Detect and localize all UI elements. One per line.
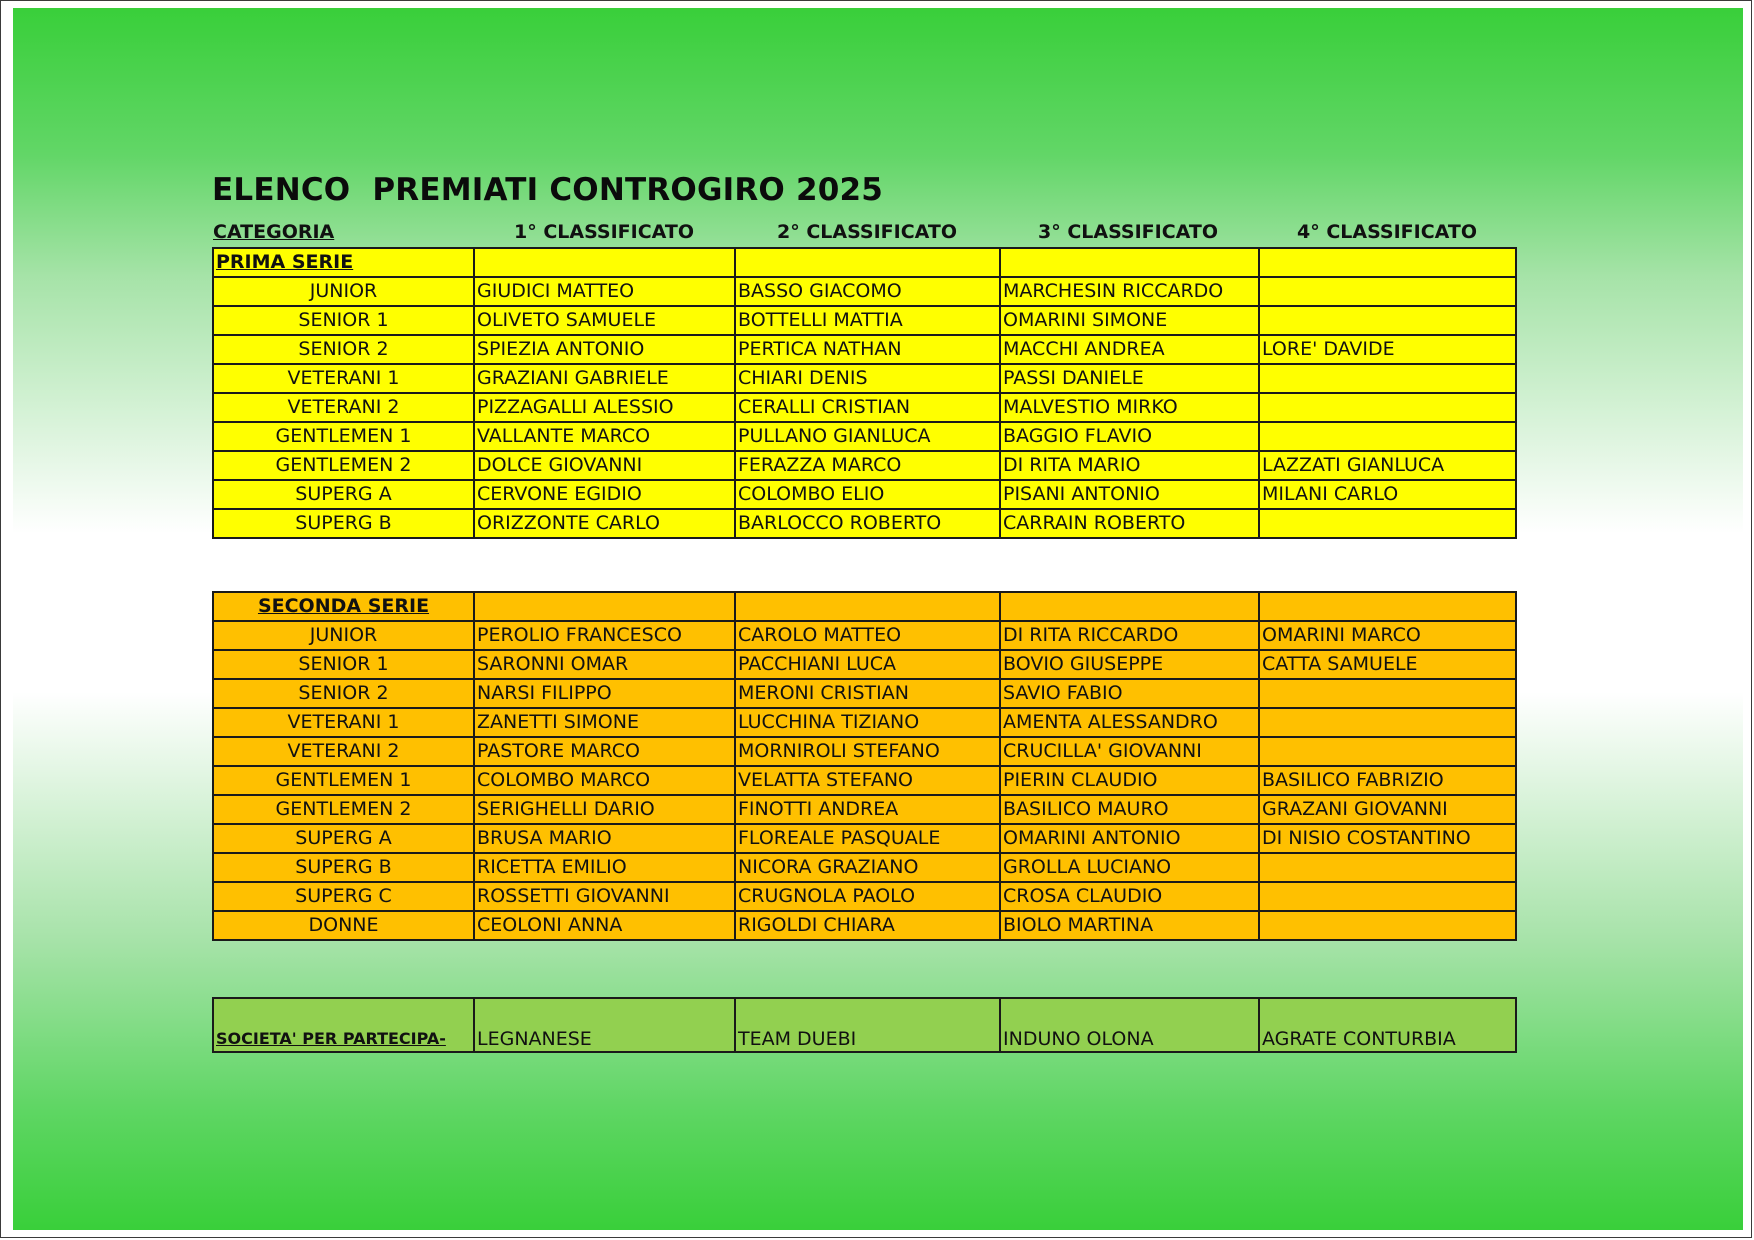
empty-cell (1259, 248, 1516, 277)
winner-cell-p4: BASILICO FABRIZIO (1259, 766, 1516, 795)
table-row (213, 306, 1516, 335)
winner-cell-p4 (1259, 364, 1516, 393)
category-cell: SENIOR 2 (213, 679, 474, 708)
winner-cell-p2: CRUGNOLA PAOLO (735, 882, 1000, 911)
table-row (213, 708, 1516, 737)
category-cell: SENIOR 2 (213, 335, 474, 364)
winner-cell-p4: GRAZANI GIOVANNI (1259, 795, 1516, 824)
category-cell: DONNE (213, 911, 474, 940)
winner-cell-p1: NARSI FILIPPO (474, 679, 735, 708)
prima-serie-label: PRIMA SERIE (213, 248, 474, 277)
category-cell: GENTLEMEN 2 (213, 795, 474, 824)
table-row (213, 480, 1516, 509)
winner-cell-p4 (1259, 853, 1516, 882)
winner-cell-p3: MARCHESIN RICCARDO (1000, 277, 1259, 306)
category-cell: VETERANI 1 (213, 364, 474, 393)
winner-cell-p1: ROSSETTI GIOVANNI (474, 882, 735, 911)
winner-cell-p3: CARRAIN ROBERTO (1000, 509, 1259, 538)
table-row (213, 621, 1516, 650)
category-cell: SUPERG C (213, 882, 474, 911)
winner-cell-p3: BIOLO MARTINA (1000, 911, 1259, 940)
winner-cell-p3: PASSI DANIELE (1000, 364, 1259, 393)
winner-cell-p4: OMARINI MARCO (1259, 621, 1516, 650)
category-cell: VETERANI 1 (213, 708, 474, 737)
table-row (213, 650, 1516, 679)
winner-cell-p4: LAZZATI GIANLUCA (1259, 451, 1516, 480)
category-cell: VETERANI 2 (213, 393, 474, 422)
header-4-classificato: 4° CLASSIFICATO (1296, 221, 1477, 243)
winner-cell-p2: BASSO GIACOMO (735, 277, 1000, 306)
winner-cell-p1: GIUDICI MATTEO (474, 277, 735, 306)
winner-cell-p2: PACCHIANI LUCA (735, 650, 1000, 679)
winner-cell-p3: DI RITA MARIO (1000, 451, 1259, 480)
winner-cell-p3: CROSA CLAUDIO (1000, 882, 1259, 911)
winner-cell-p3: SAVIO FABIO (1000, 679, 1259, 708)
winner-cell-p2: NICORA GRAZIANO (735, 853, 1000, 882)
winner-cell-p1: SPIEZIA ANTONIO (474, 335, 735, 364)
winner-cell-p1: PIZZAGALLI ALESSIO (474, 393, 735, 422)
winner-cell-p3: MACCHI ANDREA (1000, 335, 1259, 364)
table-row (213, 853, 1516, 882)
winner-cell-p3: OMARINI SIMONE (1000, 306, 1259, 335)
winner-cell-p3: MALVESTIO MIRKO (1000, 393, 1259, 422)
winner-cell-p4 (1259, 737, 1516, 766)
empty-cell (1000, 248, 1259, 277)
societa-table (212, 997, 1517, 1053)
table-row (213, 393, 1516, 422)
winner-cell-p2: RIGOLDI CHIARA (735, 911, 1000, 940)
table-row (213, 364, 1516, 393)
winner-cell-p4 (1259, 422, 1516, 451)
winner-cell-p4 (1259, 708, 1516, 737)
winner-cell-p1: PASTORE MARCO (474, 737, 735, 766)
winner-cell-p1: ORIZZONTE CARLO (474, 509, 735, 538)
winner-cell-p3: PISANI ANTONIO (1000, 480, 1259, 509)
table-row (213, 911, 1516, 940)
winner-cell-p4 (1259, 679, 1516, 708)
seconda-serie-table (212, 591, 1517, 941)
table-row (213, 422, 1516, 451)
empty-cell (1000, 592, 1259, 621)
societa-3: INDUNO OLONA (1000, 998, 1259, 1052)
header-categoria: CATEGORIA (213, 221, 335, 243)
winner-cell-p2: MERONI CRISTIAN (735, 679, 1000, 708)
winner-cell-p2: PULLANO GIANLUCA (735, 422, 1000, 451)
category-cell: SUPERG B (213, 853, 474, 882)
winner-cell-p3: BASILICO MAURO (1000, 795, 1259, 824)
table-row (213, 824, 1516, 853)
winner-cell-p2: FERAZZA MARCO (735, 451, 1000, 480)
winner-cell-p1: ZANETTI SIMONE (474, 708, 735, 737)
table-row (213, 882, 1516, 911)
winner-cell-p2: FLOREALE PASQUALE (735, 824, 1000, 853)
societa-2: TEAM DUEBI (735, 998, 1000, 1052)
winner-cell-p2: VELATTA STEFANO (735, 766, 1000, 795)
table-row (213, 277, 1516, 306)
winner-cell-p4: DI NISIO COSTANTINO (1259, 824, 1516, 853)
winner-cell-p4 (1259, 911, 1516, 940)
winner-cell-p2: CERALLI CRISTIAN (735, 393, 1000, 422)
winner-cell-p1: COLOMBO MARCO (474, 766, 735, 795)
societa-row (213, 998, 1516, 1052)
empty-cell (735, 248, 1000, 277)
prima-serie-table (212, 247, 1517, 539)
winner-cell-p2: MORNIROLI STEFANO (735, 737, 1000, 766)
page-title: ELENCO PREMIATI CONTROGIRO 2025 (212, 172, 884, 208)
winner-cell-p1: OLIVETO SAMUELE (474, 306, 735, 335)
category-cell: SUPERG B (213, 509, 474, 538)
empty-cell (1259, 592, 1516, 621)
category-cell: SENIOR 1 (213, 650, 474, 679)
winner-cell-p2: FINOTTI ANDREA (735, 795, 1000, 824)
winner-cell-p2: BARLOCCO ROBERTO (735, 509, 1000, 538)
winner-cell-p3: AMENTA ALESSANDRO (1000, 708, 1259, 737)
category-cell: JUNIOR (213, 621, 474, 650)
winner-cell-p1: SERIGHELLI DARIO (474, 795, 735, 824)
category-cell: GENTLEMEN 1 (213, 422, 474, 451)
winner-cell-p3: BOVIO GIUSEPPE (1000, 650, 1259, 679)
winner-cell-p3: GROLLA LUCIANO (1000, 853, 1259, 882)
empty-cell (474, 248, 735, 277)
header-1-classificato: 1° CLASSIFICATO (513, 221, 694, 243)
winner-cell-p3: DI RITA RICCARDO (1000, 621, 1259, 650)
winner-cell-p1: BRUSA MARIO (474, 824, 735, 853)
winner-cell-p4 (1259, 277, 1516, 306)
winner-cell-p2: LUCCHINA TIZIANO (735, 708, 1000, 737)
prima-section-row (213, 248, 1516, 277)
winner-cell-p1: CEOLONI ANNA (474, 911, 735, 940)
category-cell: VETERANI 2 (213, 737, 474, 766)
winner-cell-p4 (1259, 306, 1516, 335)
winner-cell-p3: OMARINI ANTONIO (1000, 824, 1259, 853)
winner-cell-p1: PEROLIO FRANCESCO (474, 621, 735, 650)
category-cell: GENTLEMEN 1 (213, 766, 474, 795)
category-cell: SUPERG A (213, 824, 474, 853)
winner-cell-p1: DOLCE GIOVANNI (474, 451, 735, 480)
societa-label: SOCIETA' PER PARTECIPA- (213, 998, 474, 1052)
seconda-section-row (213, 592, 1516, 621)
table-row (213, 335, 1516, 364)
winner-cell-p3: CRUCILLA' GIOVANNI (1000, 737, 1259, 766)
winner-cell-p3: PIERIN CLAUDIO (1000, 766, 1259, 795)
winner-cell-p1: VALLANTE MARCO (474, 422, 735, 451)
category-cell: JUNIOR (213, 277, 474, 306)
winner-cell-p4: MILANI CARLO (1259, 480, 1516, 509)
winner-cell-p2: BOTTELLI MATTIA (735, 306, 1000, 335)
table-row (213, 509, 1516, 538)
winner-cell-p4 (1259, 393, 1516, 422)
empty-cell (735, 592, 1000, 621)
societa-1: LEGNANESE (474, 998, 735, 1052)
header-3-classificato: 3° CLASSIFICATO (1037, 221, 1218, 243)
table-row (213, 795, 1516, 824)
winner-cell-p1: CERVONE EGIDIO (474, 480, 735, 509)
winner-cell-p4 (1259, 509, 1516, 538)
winner-cell-p2: CAROLO MATTEO (735, 621, 1000, 650)
category-cell: GENTLEMEN 2 (213, 451, 474, 480)
table-row (213, 451, 1516, 480)
winner-cell-p1: RICETTA EMILIO (474, 853, 735, 882)
category-cell: SENIOR 1 (213, 306, 474, 335)
winner-cell-p2: PERTICA NATHAN (735, 335, 1000, 364)
winner-cell-p4: CATTA SAMUELE (1259, 650, 1516, 679)
winner-cell-p2: CHIARI DENIS (735, 364, 1000, 393)
winner-cell-p4 (1259, 882, 1516, 911)
empty-cell (474, 592, 735, 621)
winner-cell-p3: BAGGIO FLAVIO (1000, 422, 1259, 451)
seconda-serie-label: SECONDA SERIE (213, 592, 474, 621)
category-cell: SUPERG A (213, 480, 474, 509)
winner-cell-p1: SARONNI OMAR (474, 650, 735, 679)
header-2-classificato: 2° CLASSIFICATO (776, 221, 957, 243)
table-row (213, 679, 1516, 708)
winner-cell-p4: LORE' DAVIDE (1259, 335, 1516, 364)
winner-cell-p1: GRAZIANI GABRIELE (474, 364, 735, 393)
table-row (213, 737, 1516, 766)
winner-cell-p2: COLOMBO ELIO (735, 480, 1000, 509)
table-row (213, 766, 1516, 795)
societa-4: AGRATE CONTURBIA (1259, 998, 1516, 1052)
